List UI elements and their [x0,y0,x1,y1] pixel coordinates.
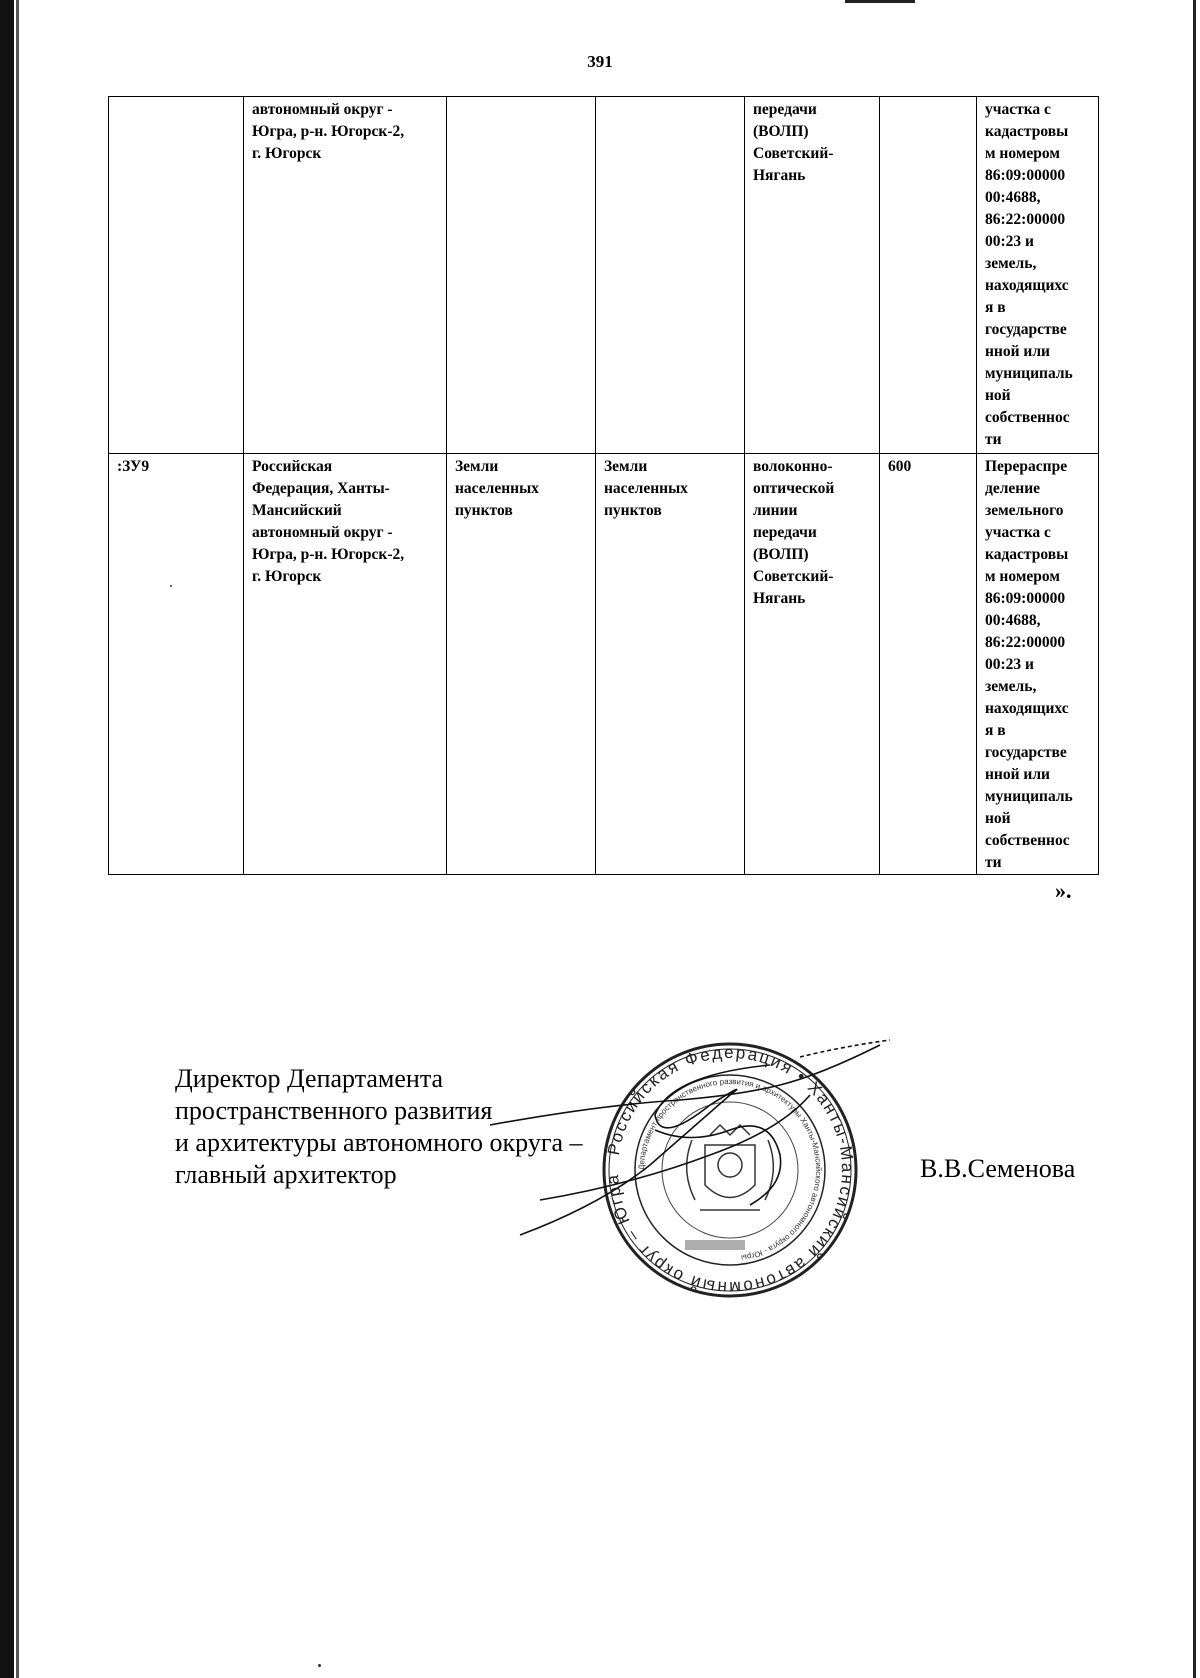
cell-location: Российская Федерация, Ханты- Мансийский автономный округ - Югра, р-н. Югорск-2, г. Югорск [244,454,447,875]
cell-purpose: передачи (ВОЛП) Советский- Нягань [745,97,880,454]
table-row [109,454,1099,875]
scan-left-edge-line [16,0,19,1678]
land-plots-table [108,96,1099,875]
cell-plot-id: :ЗУ9 [109,454,244,875]
scan-speck [318,1664,321,1667]
cell-area [880,97,977,454]
handwritten-signature [480,1035,900,1265]
signer-name: В.В.Семенова [920,1154,1076,1183]
cell-category-planned: Земли населенных пунктов [596,454,745,875]
page-number: 391 [587,52,613,71]
cell-category-current [447,97,596,454]
cell-area: 600 [880,454,977,875]
cell-method: участка с кадастровы м номером 86:09:00000 00:4688, 86:22:00000 00:23 и земель, находящихс я в государстве нной или муниципаль ной собственнос ти [977,97,1099,454]
svg-text:Департамент пространственного: Департамент пространственного развития и архитектуры Ханты-Мансийского автономного округа - Югры [636,1076,824,1263]
cell-plot-id [109,97,244,454]
signatory-position: Директор Департамента пространственного развития и архитектуры автономного округа – главный архитектор [175,1064,583,1189]
scan-right-edge [1193,0,1196,1678]
cell-category-current: Земли населенных пунктов [447,454,596,875]
closing-quote: ». [1055,878,1072,903]
table-row [109,97,1099,454]
cell-method: Перераспре деление земельного участка с кадастровы м номером 86:09:00000 00:4688, 86:22:00000 00:23 и земель, находящихс я в государстве нной или муниципаль ной собственнос ти [977,454,1099,875]
cell-category-planned [596,97,745,454]
scan-top-mark [845,0,915,3]
svg-text:Российская Федерация • Ханты-М: Российская Федерация • Ханты-Мансийский автономный округ – Югра [602,1042,858,1298]
scan-speck [170,585,172,587]
cell-purpose: волоконно- оптической линии передачи (ВОЛП) Советский- Нягань [745,454,880,875]
cell-location: автономный округ - Югра, р-н. Югорск-2, г. Югорск [244,97,447,454]
scan-left-edge [0,0,14,1678]
